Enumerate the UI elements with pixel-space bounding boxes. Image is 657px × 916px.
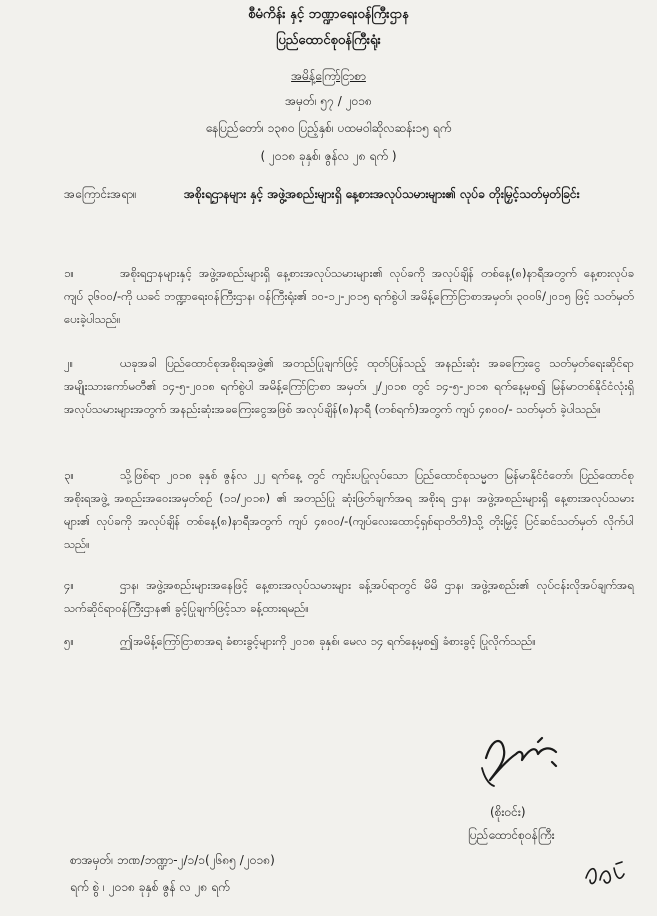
- paragraph-text: ဌာန၊ အဖွဲ့အစည်းများအနေဖြင့် နေ့စားအလုပ်သမားများ ခန့်အပ်ရာတွင် မိမိ ဌာန၊ အဖွဲ့အစည်း၏ လုပ်ငန်းလိုအပ်ချက်အရ သက်ဆိုင်ရာဝန်ကြီးဌာန၏ ခွင့်ပြုချက်ဖြင့်သာ ခန့်ထားရမည်။: [64, 578, 634, 615]
- paragraph-3: [64, 464, 634, 556]
- paragraph-5: [64, 630, 634, 653]
- paragraph-text: ဤအမိန့်ကြော်ငြာစာအရ ခံစားခွင့်များကို ၂၀၁၈ ခုနှစ်၊ မေလ ၁၄ ရက်နေ့မှစ၍ ခံစားခွင့် ပြုလိုက်သည်။: [120, 634, 536, 648]
- notification-number: အမှတ်၊ ၅၇ / ၂၀၁၈: [285, 94, 372, 108]
- reference-number: စာအမှတ်၊ ဘဏ/ဘဏ္ဍာ-၂/၁/၁(၂၆၈၅ /၂၀၁၈): [70, 853, 275, 867]
- paragraph-number: ၅။: [64, 634, 74, 648]
- notification-date-gregorian: ( ၂၀၁၈ ခုနှစ်၊ ဇွန်လ ၂၈ ရက် ): [260, 149, 397, 163]
- office-name: ပြည်ထောင်စုဝန်ကြီးရုံး: [276, 33, 381, 48]
- paragraph-number: ၁။: [64, 266, 74, 280]
- subject-text: အစိုးရဌာနများ နှင့် အဖွဲ့အစည်းများရှိ နေ့စားအလုပ်သမားများ၏ လုပ်ခ တိုးမြှင့်သတ်မှတ်ခြင်း: [184, 187, 580, 201]
- signer-title: ပြည်ထောင်စုဝန်ကြီး: [468, 828, 555, 842]
- paragraph-text: ယခုအခါ ပြည်ထောင်စုအစိုးရအဖွဲ့၏ အတည်ပြုချက်ဖြင့် ထုတ်ပြန်သည့် အနည်းဆုံး အခကြေးငွေ သတ်မှတ်ရေးဆိုင်ရာ အမျိုးသားကော်မတီ၏ ၁၄-၅-၂၀၁၈ ရက်စွဲပါ အမိန့်ကြော်ငြာစာ အမှတ်၊ ၂/၂၀၁၈ တွင် ၁၄-၅-၂၀၁၈ ရက်နေ့မှစ၍ မြန်မာတစ်နိုင်ငံလုံးရှိ အလုပ်သမားများအတွက် အနည်းဆုံးအခကြေးငွေအဖြစ် အလုပ်ချိန်(၈)နာရီ (တစ်ရက်)အတွက် ကျပ် ၄၈၀၀/- သတ်မှတ် ခဲ့ပါသည်။: [64, 356, 634, 416]
- paragraph-4: [64, 574, 634, 620]
- ministry-name: စီမံကိန်း နှင့် ဘဏ္ဍာရေးဝန်ကြီးဌာန: [248, 7, 409, 22]
- paragraph-number: ၂။: [64, 356, 74, 370]
- signature-image: [480, 728, 570, 788]
- signer-name: (စိုးဝင်း): [490, 805, 526, 819]
- notification-date-myanmar: နေပြည်တော်၊ ၁၃၈၀ ပြည့်နှစ်၊ ပထမဝါဆိုလဆန်း၁၅ ရက်: [205, 121, 452, 135]
- subject-label: အကြောင်းအရာ။: [64, 187, 137, 201]
- handwritten-initials: [582, 860, 628, 890]
- paragraph-number: ၃။: [64, 468, 74, 482]
- paragraph-2: [64, 352, 634, 421]
- reference-date: ရက် စွဲ ၊ ၂၀၁၈ ခုနှစ် ဇွန် လ ၂၈ ရက်: [70, 880, 230, 894]
- paragraph-number: ၄။: [64, 578, 74, 592]
- paragraph-text: အစိုးရဌာနများနှင့် အဖွဲ့အစည်းများရှိ နေ့စားအလုပ်သမားများ၏ လုပ်ခကို အလုပ်ချိန် တစ်နေ့(၈)နာရီအတွက် နေ့စားလုပ်ခ ကျပ် ၃၆၀၀/-ကို ယခင် ဘဏ္ဍာရေးဝန်ကြီးဌာန၊ ဝန်ကြီးရုံး၏ ၁၀-၁၂-၂၀၁၅ ရက်စွဲပါ အမိန့်ကြော်ငြာစာအမှတ်၊ ၃၀၀၆/၂၀၁၅ ဖြင့် သတ်မှတ်ပေးခဲ့ပါသည်။: [64, 266, 634, 326]
- paragraph-text: သို့ဖြစ်ရာ ၂၀၁၈ ခုနှစ် ဇွန်လ ၂၂ ရက်နေ့ တွင် ကျင်းပပြုလုပ်သော ပြည်ထောင်စုသမ္မတ မြန်မာနိုင်ငံတော်၊ ပြည်ထောင်စုအစိုးရအဖွဲ့ အစည်းအဝေးအမှတ်စဉ် (၁၁/၂၀၁၈) ၏ အတည်ပြု ဆုံးဖြတ်ချက်အရ အစိုးရ ဌာန၊ အဖွဲ့အစည်းများရှိ နေ့စားအလုပ်သမားများ၏ လုပ်ခကို အလုပ်ချိန် တစ်နေ့(၈)နာရီအတွက် ကျပ် ၄၈၀၀/-(ကျပ်လေးထောင့်ရှစ်ရာတိတိ)သို့ တိုးမြှင့် ပြင်ဆင်သတ်မှတ် လိုက်ပါသည်။: [64, 468, 634, 551]
- paragraph-1: [64, 262, 634, 331]
- notification-title: အမိန့်ကြော်ငြာစာ: [291, 69, 366, 83]
